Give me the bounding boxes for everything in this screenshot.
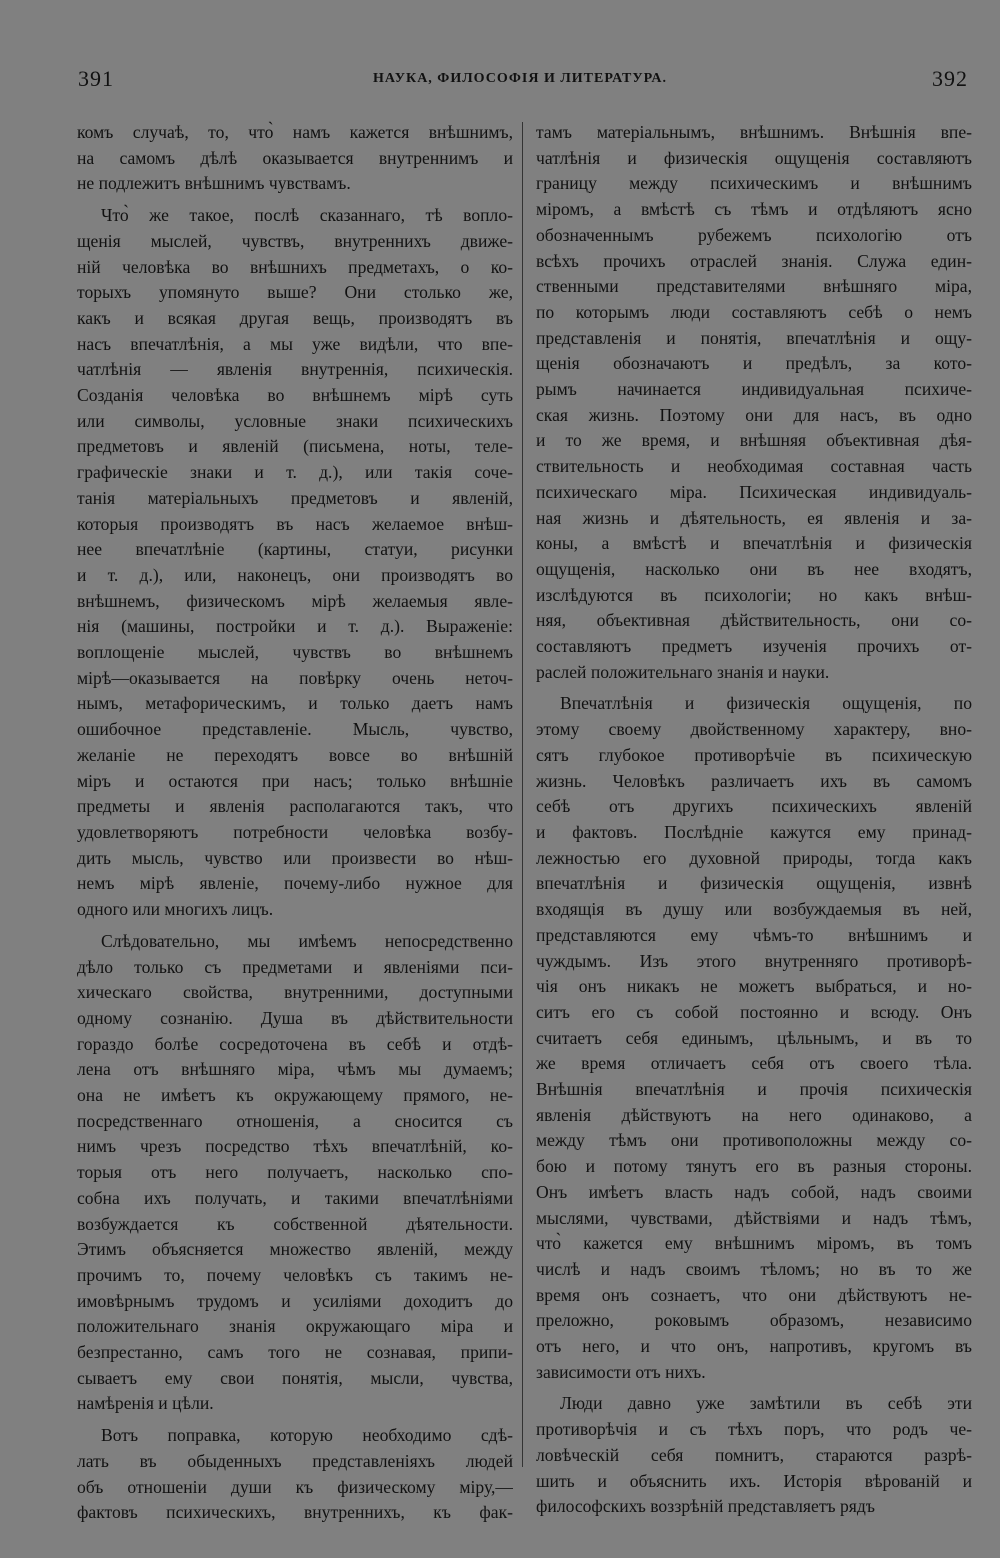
text-line: и то же время, и внѣшняя объективная дѣя-	[536, 430, 972, 451]
text-line: считаетъ себя единымъ, цѣльнымъ, и въ то	[536, 1027, 972, 1048]
text-line: психическаго міра. Психическая индивидуаль-	[536, 481, 972, 502]
text-line: входящія въ душу или возбуждаемыя въ ней,	[536, 899, 972, 920]
page-header	[70, 66, 970, 96]
text-line: ственными представителями внѣшняго міра,	[536, 276, 972, 297]
text-line: ній человѣка во внѣшнихъ предметахъ, о ко-	[77, 256, 513, 277]
text-line: лать въ обыденныхъ представленіяхъ людей	[77, 1450, 513, 1471]
text-line: границу между психическимъ и внѣшнимъ	[536, 173, 972, 194]
text-line: ловѣческій себя помнитъ, стараются разрѣ-	[536, 1444, 972, 1465]
text-line: возбуждается къ собственной дѣятельности.	[77, 1213, 513, 1234]
text-line: Онъ имѣетъ власть надъ собой, надъ своими	[536, 1181, 972, 1202]
text-line: фактовъ психическихъ, внутреннихъ, къ фак-	[77, 1502, 513, 1523]
text-line: ощущенія, насколько они въ нее входятъ,	[536, 558, 972, 579]
text-line: безпрестанно, самъ того не сознавая, припи-	[77, 1342, 513, 1363]
text-line: насъ впечатлѣнія, а мы уже видѣли, что впе-	[77, 333, 513, 354]
text-line: міръ и остаются при насъ; только внѣшніе	[77, 770, 513, 791]
text-line: сываетъ ему свои понятія, мысли, чувства,	[77, 1367, 513, 1388]
text-line: Созданія человѣка во внѣшнемъ мірѣ суть	[77, 385, 513, 406]
text-line: гораздо болѣе сосредоточена въ себѣ и отдѣ-	[77, 1033, 513, 1054]
text-line: раслей положительнаго знанія и науки.	[536, 661, 830, 682]
text-line: преложно, роковымъ образомъ, независимо	[536, 1310, 972, 1331]
text-line: нее впечатлѣніе (картины, статуи, рисунки	[77, 539, 513, 560]
text-line: няя, объективная дѣйствительность, они со-	[536, 610, 972, 631]
text-line: жизнь. Человѣкъ различаетъ ихъ въ самомъ	[536, 770, 972, 791]
text-line: Слѣдовательно, мы имѣемъ непосредственно	[101, 930, 513, 951]
text-line: комъ случаѣ, то, что̀ намъ кажется внѣшнимъ,	[77, 122, 513, 142]
text-line: сятъ глубокое противорѣчіе въ психическую	[536, 744, 972, 765]
text-line: впечатлѣнія и физическія ощущенія, извнѣ	[536, 873, 972, 894]
text-line: Этимъ объясняется множество явленій, между	[77, 1239, 513, 1260]
text-line: числѣ и надъ своимъ тѣломъ; но въ то же	[536, 1258, 972, 1279]
text-line: Внѣшнія впечатлѣнія и прочія психическія	[536, 1079, 972, 1100]
running-title: НАУКА, ФИЛОСОФІЯ И ЛИТЕРАТУРА.	[373, 71, 667, 86]
text-line: удовлетворяютъ потребности человѣка возбу-	[77, 821, 513, 842]
text-line: лена отъ внѣшняго міра, чѣмъ мы думаемъ;	[77, 1059, 513, 1080]
text-line: тамъ матеріальнымъ, внѣшнимъ. Внѣшнія впе-	[536, 122, 972, 142]
paragraph	[77, 120, 513, 197]
text-line: представляются ему чѣмъ-то внѣшнимъ и	[536, 924, 972, 945]
text-line: положительнаго знанія окружающаго міра и	[77, 1316, 513, 1337]
right-text-column	[536, 120, 972, 1520]
left-page-number: 391	[78, 66, 114, 91]
text-line: одному сознанію. Душа въ дѣйствительности	[77, 1007, 513, 1028]
text-line: графическіе знаки и т. д.), или такія соче-	[77, 462, 513, 483]
right-page-number: 392	[932, 66, 968, 91]
text-line: отъ него, и что онъ, напротивъ, кругомъ въ	[536, 1336, 972, 1357]
text-line: зависимости отъ нихъ.	[536, 1361, 706, 1382]
text-line: Впечатлѣнія и физическія ощущенія, по	[560, 693, 972, 714]
paragraph	[536, 120, 972, 685]
text-line: или символы, условные знаки психическихъ	[77, 410, 513, 431]
text-line: противорѣчія и съ тѣхъ поръ, что родъ че-	[536, 1419, 972, 1440]
text-line: нія (машины, постройки и т. д.). Выраженіе:	[77, 616, 513, 637]
text-line: ная жизнь и дѣятельность, ея явленія и за-	[536, 507, 972, 528]
text-line: и т. д.), или, наконецъ, они производятъ во	[77, 564, 513, 585]
text-line: предметы и явленія располагаются такъ, что	[77, 796, 513, 817]
left-text-column	[77, 120, 513, 1526]
text-line: предметовъ и явленій (письмена, ноты, теле-	[77, 436, 513, 457]
text-line: чуждымъ. Изъ этого внутренняго противорѣ-	[536, 950, 972, 971]
text-line: обозначеннымъ рубежемъ психологію отъ	[536, 224, 972, 245]
text-line: представленія и понятія, впечатлѣнія и ощу-	[536, 327, 972, 348]
paragraph	[77, 203, 513, 923]
text-line: чатлѣнія — явленія внутреннія, психическія.	[77, 359, 513, 380]
text-line: мыслями, чувствами, дѣйствіями и надъ тѣмъ,	[536, 1207, 972, 1228]
text-line: на самомъ дѣлѣ оказывается внутреннимъ и	[77, 147, 513, 168]
paragraph	[77, 929, 513, 1417]
text-line: изслѣдуются въ психологіи; но какъ внѣш-	[536, 584, 972, 605]
text-line: нимъ чрезъ посредство тѣхъ впечатлѣній, ко-	[77, 1136, 513, 1157]
text-line: Что̀ же такое, послѣ сказаннаго, тѣ вопло-	[101, 205, 513, 226]
text-line: коны, а вмѣстѣ и впечатлѣнія и физическія	[536, 533, 972, 554]
text-line: философскихъ воззрѣній представляетъ рядъ	[536, 1496, 875, 1517]
text-line: Люди давно уже замѣтили въ себѣ эти	[560, 1393, 972, 1414]
text-line: по которымъ люди составляютъ себѣ о немъ	[536, 301, 972, 322]
text-line: какъ и всякая другая вещь, производятъ въ	[77, 307, 513, 328]
text-line: хическаго свойства, внутренними, доступными	[77, 982, 513, 1003]
text-line: намѣренія и цѣли.	[77, 1393, 214, 1414]
text-line: ствительность и необходимая составная часть	[536, 456, 972, 477]
text-line: что̀ кажется ему внѣшнимъ міромъ, въ томъ	[536, 1233, 972, 1254]
text-line: торыхъ упомянуто выше? Они столько же,	[77, 282, 513, 303]
text-line: прочимъ то, почему человѣкъ съ такимъ не-	[77, 1264, 513, 1285]
text-line: ошибочное представленіе. Мысль, чувство,	[77, 719, 513, 740]
text-line: одного или многихъ лицъ.	[77, 899, 274, 920]
text-line: немъ мірѣ явленіе, почему-либо нужное для	[77, 873, 513, 894]
text-line: составляютъ предметъ изученія прочихъ от-	[536, 636, 972, 657]
column-divider	[522, 122, 523, 1467]
text-line: время онъ сознаетъ, что они дѣйствуютъ не-	[536, 1284, 972, 1305]
text-line: ская жизнь. Поэтому они для насъ, въ одно	[536, 404, 972, 425]
text-line: щенія мыслей, чувствъ, внутреннихъ движе-	[77, 230, 513, 251]
text-line: воплощеніе мыслей, чувствъ во внѣшнемъ	[77, 642, 513, 663]
paragraph	[77, 1423, 513, 1526]
text-line: торыя отъ него получаетъ, насколько спо-	[77, 1162, 513, 1183]
paragraph	[536, 691, 972, 1385]
text-line: нымъ, метафорическимъ, и только даетъ намъ	[77, 693, 513, 714]
text-line: міромъ, а вмѣстѣ съ тѣмъ и отдѣляютъ ясно	[536, 199, 972, 220]
text-line: она не имѣетъ къ окружающему прямого, не-	[77, 1085, 513, 1106]
text-line: танія матеріальныхъ предметовъ и явленій,	[77, 487, 513, 508]
text-line: посредственнаго отношенія, а сносится съ	[77, 1110, 513, 1131]
text-line: ситъ его съ собой постоянно и всюду. Онъ	[536, 1001, 972, 1022]
text-line: Вотъ поправка, которую необходимо сдѣ-	[101, 1425, 513, 1446]
text-line: чія онъ никакъ не можетъ выбраться, и но-	[536, 976, 972, 997]
text-line: внѣшнемъ, физическомъ мірѣ желаемыя явле-	[77, 590, 513, 611]
text-line: желаніе не переходятъ вовсе во внѣшній	[77, 744, 513, 765]
text-line: которыя производятъ въ насъ желаемое внѣш-	[77, 513, 513, 534]
text-line: и фактовъ. Послѣдніе кажутся ему принад-	[536, 821, 972, 842]
text-line: мірѣ—оказывается на повѣрку очень неточ-	[77, 667, 513, 688]
text-line: рымъ начинается индивидуальная психиче-	[536, 379, 972, 400]
text-line: между тѣмъ они противоположны между со-	[536, 1130, 972, 1151]
text-line: объ отношеніи души къ физическому міру,—	[77, 1476, 513, 1497]
text-line: этому своему двойственному характеру, вно-	[536, 719, 972, 740]
text-line: же время отличаетъ себя отъ своего тѣла.	[536, 1053, 972, 1074]
text-line: собна ихъ получать, и такими впечатлѣніями	[77, 1187, 513, 1208]
text-line: чатлѣнія и физическія ощущенія составляютъ	[536, 147, 972, 168]
text-line: явленія дѣйствуютъ на него одинаково, а	[536, 1104, 972, 1125]
text-line: щенія обозначаютъ и предѣлъ, за кото-	[536, 353, 972, 374]
text-line: бою и потому тянутъ его въ разныя стороны.	[536, 1156, 972, 1177]
text-line: не подлежитъ внѣшнимъ чувствамъ.	[77, 173, 351, 194]
text-line: всѣхъ прочихъ отраслей знанія. Служа един-	[536, 250, 972, 271]
text-line: шить и объяснить ихъ. Исторія вѣрованій и	[536, 1470, 972, 1491]
text-line: лежностью его духовной природы, тогда какъ	[536, 847, 972, 868]
text-line: имовѣрнымъ трудомъ и усиліями доходитъ до	[77, 1290, 513, 1311]
text-line: дить мысль, чувство или произвести во нѣш-	[77, 847, 513, 868]
paragraph	[536, 1391, 972, 1520]
text-line: дѣло только съ предметами и явленіями пси-	[77, 956, 513, 977]
text-line: себѣ отъ другихъ психическихъ явленій	[536, 796, 972, 817]
